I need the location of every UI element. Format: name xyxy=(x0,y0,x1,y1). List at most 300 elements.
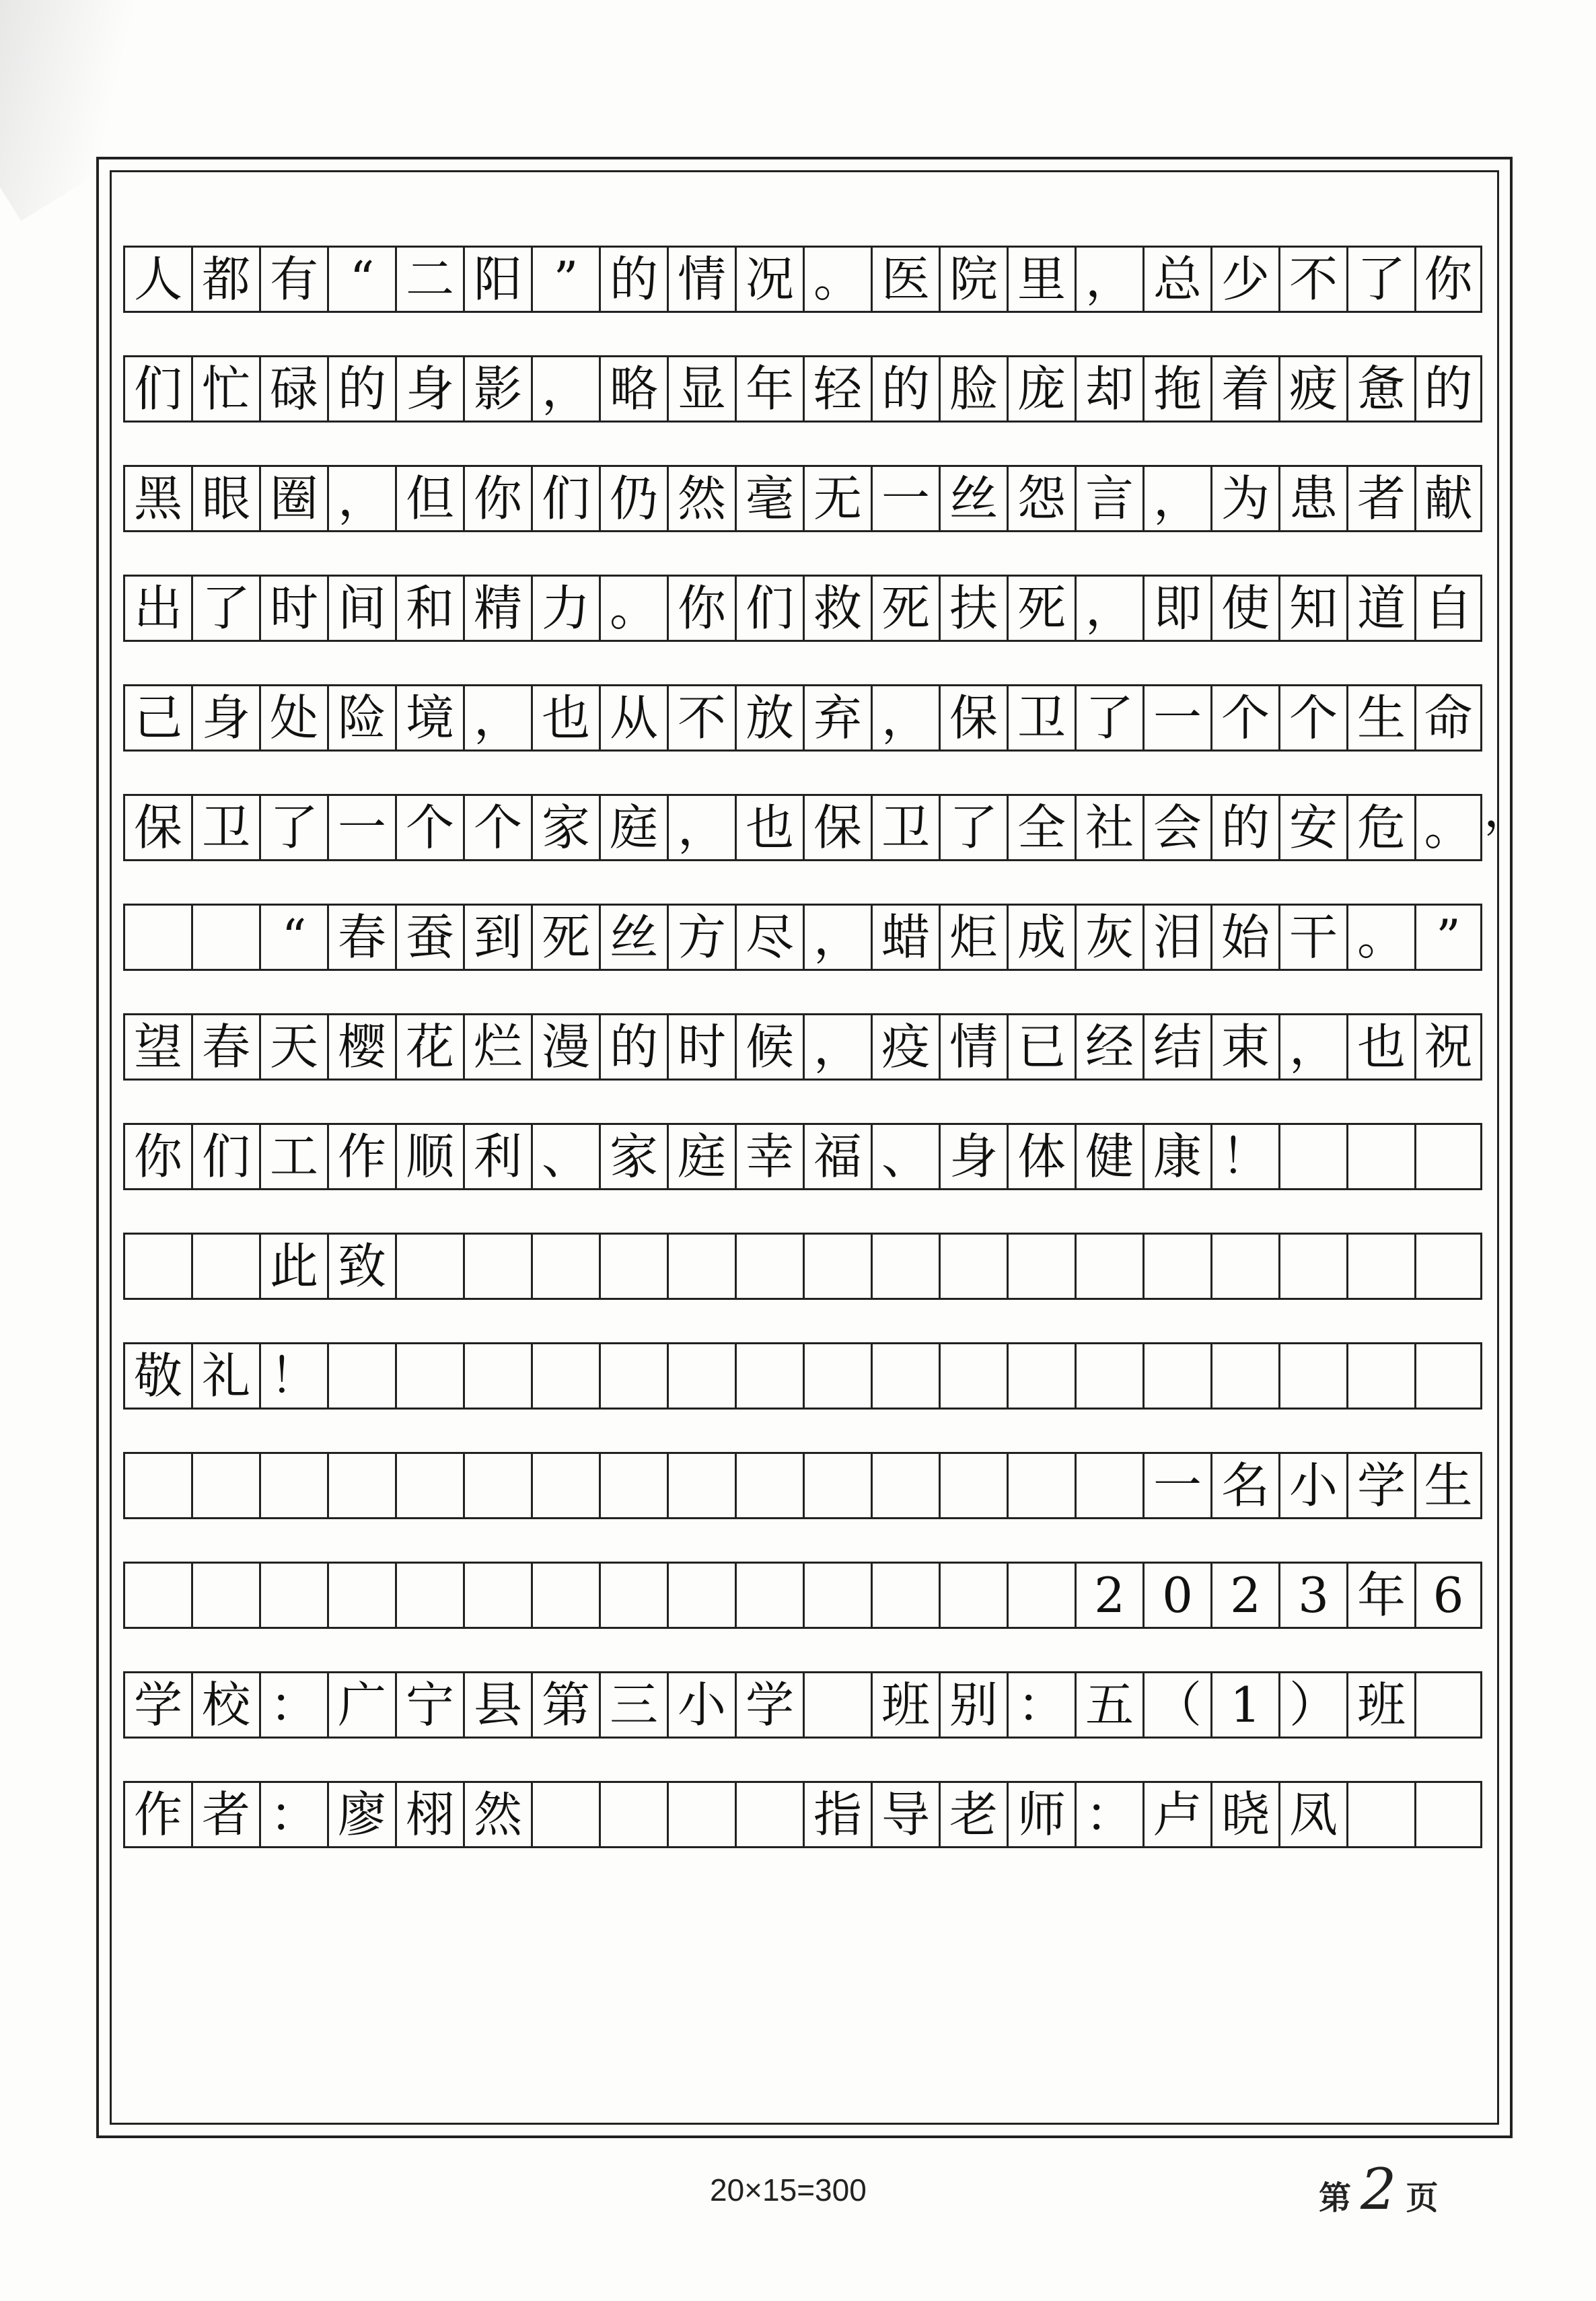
grid-cell: 精 xyxy=(463,577,531,640)
grid-row xyxy=(123,1013,1482,1081)
grid-cell: 和 xyxy=(395,577,463,640)
grid-cell: 者 xyxy=(191,1783,259,1846)
grid-cell xyxy=(1414,1344,1482,1408)
grid-cell: 己 xyxy=(123,686,191,750)
grid-cell: 家 xyxy=(531,796,599,859)
grid-cell: 然 xyxy=(667,467,735,530)
grid-cell: 经 xyxy=(1075,1015,1142,1079)
grid-cell: 但 xyxy=(395,467,463,530)
grid-cell xyxy=(1278,1344,1346,1408)
grid-cell xyxy=(123,906,191,969)
grid-cell: 你 xyxy=(123,1125,191,1188)
grid-cell xyxy=(1414,1673,1482,1737)
grid-cell: 忙 xyxy=(191,357,259,421)
grid-cell: 弃 xyxy=(803,686,871,750)
grid-cell xyxy=(531,1235,599,1298)
grid-cell: 扶 xyxy=(939,577,1007,640)
grid-cell: 保 xyxy=(123,796,191,859)
grid-cell: 轻 xyxy=(803,357,871,421)
grid-cell xyxy=(735,1564,803,1627)
grid-cell: 死 xyxy=(1007,577,1075,640)
grid-cell xyxy=(1142,1344,1210,1408)
grid-cell: 烂 xyxy=(463,1015,531,1079)
grid-cell: 身 xyxy=(191,686,259,750)
margin-comma: ， xyxy=(1484,781,1533,838)
grid-cell: 福 xyxy=(803,1125,871,1188)
grid-cell: 脸 xyxy=(939,357,1007,421)
grid-cell: 。 xyxy=(803,248,871,311)
grid-cell: 、 xyxy=(531,1125,599,1188)
grid-cell: 的 xyxy=(1210,796,1278,859)
grid-cell xyxy=(803,1235,871,1298)
grid-cell: ： xyxy=(1007,1673,1075,1737)
grid-cell xyxy=(871,1564,939,1627)
grid-cell: ！ xyxy=(1210,1125,1278,1188)
grid-cell: 安 xyxy=(1278,796,1346,859)
grid-cell: 救 xyxy=(803,577,871,640)
grid-row xyxy=(123,904,1482,971)
grid-cell: 蜡 xyxy=(871,906,939,969)
grid-cell xyxy=(531,1564,599,1627)
grid-cell xyxy=(1414,1783,1482,1846)
grid-cell: 名 xyxy=(1210,1454,1278,1517)
grid-cell xyxy=(1346,1235,1414,1298)
grid-cell: 第 xyxy=(531,1673,599,1737)
grid-cell xyxy=(1414,1235,1482,1298)
grid-cell: 生 xyxy=(1346,686,1414,750)
grid-cell xyxy=(939,1564,1007,1627)
grid-cell: 学 xyxy=(123,1673,191,1737)
grid-cell: 黑 xyxy=(123,467,191,530)
grid-cell: 不 xyxy=(1278,248,1346,311)
grid-cell: 毫 xyxy=(735,467,803,530)
grid-cell: 廖 xyxy=(327,1783,395,1846)
grid-cell: 庭 xyxy=(599,796,667,859)
grid-cell: 知 xyxy=(1278,577,1346,640)
grid-cell: ， xyxy=(1075,577,1142,640)
grid-cell: ， xyxy=(327,467,395,530)
grid-cell: 、 xyxy=(871,1125,939,1188)
grid-cell: 怨 xyxy=(1007,467,1075,530)
grid-cell: 圈 xyxy=(259,467,327,530)
grid-cell: 显 xyxy=(667,357,735,421)
grid-cell: 里 xyxy=(1007,248,1075,311)
grid-cell: 死 xyxy=(871,577,939,640)
grid-cell: 个 xyxy=(463,796,531,859)
grid-cell: 命 xyxy=(1414,686,1482,750)
grid-cell: 们 xyxy=(123,357,191,421)
grid-row xyxy=(123,1671,1482,1739)
grid-cell xyxy=(599,1454,667,1517)
grid-cell: 院 xyxy=(939,248,1007,311)
grid-cell: 献 xyxy=(1414,467,1482,530)
grid-cell xyxy=(531,1454,599,1517)
grid-cell: 了 xyxy=(1346,248,1414,311)
grid-cell: 一 xyxy=(871,467,939,530)
grid-cell: ： xyxy=(259,1783,327,1846)
grid-cell: 疫 xyxy=(871,1015,939,1079)
grid-cell xyxy=(1278,1125,1346,1188)
grid-cell: 2 xyxy=(1075,1564,1142,1627)
grid-cell: 言 xyxy=(1075,467,1142,530)
grid-cell xyxy=(939,1454,1007,1517)
grid-cell: 患 xyxy=(1278,467,1346,530)
grid-cell: 身 xyxy=(395,357,463,421)
grid-cell: 你 xyxy=(1414,248,1482,311)
grid-cell: 春 xyxy=(191,1015,259,1079)
grid-cell xyxy=(1142,1235,1210,1298)
grid-cell: 的 xyxy=(327,357,395,421)
grid-cell xyxy=(531,1344,599,1408)
grid-cell: 小 xyxy=(1278,1454,1346,1517)
grid-cell xyxy=(939,1344,1007,1408)
grid-cell: 了 xyxy=(191,577,259,640)
grid-cell: 师 xyxy=(1007,1783,1075,1846)
grid-cell: 到 xyxy=(463,906,531,969)
grid-cell xyxy=(599,1235,667,1298)
grid-cell xyxy=(1346,1125,1414,1188)
grid-cell: 为 xyxy=(1210,467,1278,530)
grid-cell: 不 xyxy=(667,686,735,750)
grid-cell: 卫 xyxy=(191,796,259,859)
grid-cell: 年 xyxy=(735,357,803,421)
grid-cell: ） xyxy=(1278,1673,1346,1737)
grid-cell xyxy=(667,1564,735,1627)
grid-cell xyxy=(395,1344,463,1408)
grid-cell: 阳 xyxy=(463,248,531,311)
grid-cell: 望 xyxy=(123,1015,191,1079)
grid-cell xyxy=(599,1564,667,1627)
grid-cell: ！ xyxy=(259,1344,327,1408)
grid-cell: 天 xyxy=(259,1015,327,1079)
grid-cell xyxy=(327,1564,395,1627)
grid-row xyxy=(123,684,1482,752)
grid-cell: 社 xyxy=(1075,796,1142,859)
grid-cell: 樱 xyxy=(327,1015,395,1079)
grid-cell xyxy=(871,1454,939,1517)
grid-row xyxy=(123,1233,1482,1300)
grid-cell: 。 xyxy=(1414,796,1482,859)
grid-cell: 间 xyxy=(327,577,395,640)
grid-row xyxy=(123,1452,1482,1519)
grid-cell: ” xyxy=(531,248,599,311)
grid-cell: 们 xyxy=(531,467,599,530)
grid-cell: 始 xyxy=(1210,906,1278,969)
grid-cell: 即 xyxy=(1142,577,1210,640)
grid-cell: 康 xyxy=(1142,1125,1210,1188)
grid-cell: 漫 xyxy=(531,1015,599,1079)
grid-cell: 保 xyxy=(939,686,1007,750)
grid-cell: 眼 xyxy=(191,467,259,530)
grid-cell: 老 xyxy=(939,1783,1007,1846)
grid-cell: 少 xyxy=(1210,248,1278,311)
grid-cell xyxy=(667,1454,735,1517)
grid-cell: 保 xyxy=(803,796,871,859)
grid-cell: 医 xyxy=(871,248,939,311)
grid-cell: 3 xyxy=(1278,1564,1346,1627)
grid-cell: ， xyxy=(1075,248,1142,311)
grid-cell: 栩 xyxy=(395,1783,463,1846)
grid-cell: 身 xyxy=(939,1125,1007,1188)
grid-cell: 花 xyxy=(395,1015,463,1079)
grid-cell: 情 xyxy=(667,248,735,311)
grid-cell: 你 xyxy=(463,467,531,530)
grid-cell xyxy=(191,1235,259,1298)
grid-cell: 时 xyxy=(259,577,327,640)
grid-cell xyxy=(463,1454,531,1517)
grid-cell: 们 xyxy=(735,577,803,640)
grid-cell: 况 xyxy=(735,248,803,311)
grid-cell: 利 xyxy=(463,1125,531,1188)
grid-cell: （ xyxy=(1142,1673,1210,1737)
grid-cell: 灰 xyxy=(1075,906,1142,969)
grid-row xyxy=(123,355,1482,423)
grid-cell: 1 xyxy=(1210,1673,1278,1737)
grid-cell xyxy=(191,1454,259,1517)
grid-cell xyxy=(395,1564,463,1627)
grid-cell: 幸 xyxy=(735,1125,803,1188)
grid-cell xyxy=(259,1454,327,1517)
grid-cell: 了 xyxy=(1075,686,1142,750)
grid-cell: 人 xyxy=(123,248,191,311)
grid-cell xyxy=(1007,1235,1075,1298)
grid-cell xyxy=(1346,1344,1414,1408)
grid-cell: 庭 xyxy=(667,1125,735,1188)
grid-cell: 。 xyxy=(599,577,667,640)
grid-cell: 二 xyxy=(395,248,463,311)
grid-cell: 束 xyxy=(1210,1015,1278,1079)
grid-cell: 学 xyxy=(735,1673,803,1737)
grid-cell xyxy=(939,1235,1007,1298)
grid-cell xyxy=(1007,1454,1075,1517)
grid-cell xyxy=(463,1344,531,1408)
grid-cell: 使 xyxy=(1210,577,1278,640)
grid-cell: 礼 xyxy=(191,1344,259,1408)
grid-cell xyxy=(1075,1344,1142,1408)
grid-cell: 作 xyxy=(327,1125,395,1188)
grid-cell: 尽 xyxy=(735,906,803,969)
grid-row xyxy=(123,465,1482,532)
grid-cell: 三 xyxy=(599,1673,667,1737)
page-suffix: 页 xyxy=(1406,2179,1439,2217)
grid-cell: 2 xyxy=(1210,1564,1278,1627)
grid-cell: 无 xyxy=(803,467,871,530)
grid-cell: 放 xyxy=(735,686,803,750)
grid-cell: 了 xyxy=(939,796,1007,859)
grid-cell xyxy=(123,1235,191,1298)
grid-cell: 班 xyxy=(1346,1673,1414,1737)
grid-cell: 着 xyxy=(1210,357,1278,421)
grid-cell: 道 xyxy=(1346,577,1414,640)
grid-cell: 的 xyxy=(599,1015,667,1079)
grid-cell: ， xyxy=(531,357,599,421)
page-prefix: 第 xyxy=(1319,2179,1352,2217)
grid-cell: 已 xyxy=(1007,1015,1075,1079)
page-number: 2 xyxy=(1361,2156,1397,2222)
grid-cell: 方 xyxy=(667,906,735,969)
grid-cell: “ xyxy=(327,248,395,311)
grid-cell: 一 xyxy=(1142,686,1210,750)
grid-cell: 出 xyxy=(123,577,191,640)
grid-cell: 生 xyxy=(1414,1454,1482,1517)
grid-row xyxy=(123,1562,1482,1629)
grid-cell: 广 xyxy=(327,1673,395,1737)
grid-cell: 县 xyxy=(463,1673,531,1737)
grid-cell: 的 xyxy=(1414,357,1482,421)
grid-cell: 干 xyxy=(1278,906,1346,969)
grid-cell: 卫 xyxy=(1007,686,1075,750)
grid-cell xyxy=(599,1783,667,1846)
grid-cell xyxy=(1007,1564,1075,1627)
grid-row xyxy=(123,246,1482,313)
grid-cell xyxy=(803,1454,871,1517)
page-number-label xyxy=(1319,2156,1438,2222)
grid-cell: 小 xyxy=(667,1673,735,1737)
grid-cell: 健 xyxy=(1075,1125,1142,1188)
grid-cell xyxy=(327,1454,395,1517)
grid-cell xyxy=(1075,1454,1142,1517)
grid-cell: 惫 xyxy=(1346,357,1414,421)
grid-cell: 校 xyxy=(191,1673,259,1737)
grid-cell: 疲 xyxy=(1278,357,1346,421)
grid-cell xyxy=(123,1454,191,1517)
grid-cell xyxy=(463,1235,531,1298)
grid-cell: 此 xyxy=(259,1235,327,1298)
grid-cell: 结 xyxy=(1142,1015,1210,1079)
grid-cell: 蚕 xyxy=(395,906,463,969)
grid-cell: 也 xyxy=(1346,1015,1414,1079)
grid-cell: 全 xyxy=(1007,796,1075,859)
grid-cell: 年 xyxy=(1346,1564,1414,1627)
grid-cell: 指 xyxy=(803,1783,871,1846)
grid-cell: ， xyxy=(667,796,735,859)
grid-cell xyxy=(463,1564,531,1627)
grid-cell: 导 xyxy=(871,1783,939,1846)
grid-cell: 春 xyxy=(327,906,395,969)
grid-cell: 祝 xyxy=(1414,1015,1482,1079)
grid-cell xyxy=(667,1344,735,1408)
grid-cell: 晓 xyxy=(1210,1783,1278,1846)
grid-cell: ， xyxy=(803,1015,871,1079)
grid-cell xyxy=(1346,1783,1414,1846)
grid-cell: 的 xyxy=(871,357,939,421)
grid-cell: 一 xyxy=(327,796,395,859)
grid-cell: ， xyxy=(463,686,531,750)
grid-cell: 会 xyxy=(1142,796,1210,859)
grid-cell xyxy=(871,1344,939,1408)
grid-cell xyxy=(395,1235,463,1298)
grid-cell: 泪 xyxy=(1142,906,1210,969)
grid-cell xyxy=(123,1564,191,1627)
grid-cell: 略 xyxy=(599,357,667,421)
grid-cell: 致 xyxy=(327,1235,395,1298)
grid-cell xyxy=(735,1454,803,1517)
grid-cell: 丝 xyxy=(599,906,667,969)
grid-cell: ， xyxy=(1278,1015,1346,1079)
grid-cell xyxy=(191,1564,259,1627)
grid-cell xyxy=(599,1344,667,1408)
grid-row xyxy=(123,575,1482,642)
grid-cell: 也 xyxy=(735,796,803,859)
grid-cell: 庞 xyxy=(1007,357,1075,421)
grid-cell: ： xyxy=(1075,1783,1142,1846)
grid-cell: 也 xyxy=(531,686,599,750)
grid-cell xyxy=(1075,1235,1142,1298)
grid-cell: 个 xyxy=(1278,686,1346,750)
grid-cell: 卫 xyxy=(871,796,939,859)
grid-cell xyxy=(1210,1344,1278,1408)
grid-cell: 工 xyxy=(259,1125,327,1188)
grid-cell xyxy=(531,1783,599,1846)
grid-cell xyxy=(871,1235,939,1298)
grid-row xyxy=(123,794,1482,861)
grid-cell: ” xyxy=(1414,906,1482,969)
grid-cell xyxy=(803,1564,871,1627)
grid-cell: 危 xyxy=(1346,796,1414,859)
grid-cell: 你 xyxy=(667,577,735,640)
grid-cell: 情 xyxy=(939,1015,1007,1079)
grid-cell: 一 xyxy=(1142,1454,1210,1517)
grid-cell: 学 xyxy=(1346,1454,1414,1517)
grid-cell: 敬 xyxy=(123,1344,191,1408)
grid-row xyxy=(123,1781,1482,1848)
grid-cell: 丝 xyxy=(939,467,1007,530)
grid-cell xyxy=(667,1235,735,1298)
grid-cell: 都 xyxy=(191,248,259,311)
grid-cell: 有 xyxy=(259,248,327,311)
grid-cell: 了 xyxy=(259,796,327,859)
grid-cell: 宁 xyxy=(395,1673,463,1737)
grid-cell: 家 xyxy=(599,1125,667,1188)
grid-row xyxy=(123,1342,1482,1410)
grid-cell: 们 xyxy=(191,1125,259,1188)
grid-cell: 炬 xyxy=(939,906,1007,969)
grid-cell xyxy=(803,1344,871,1408)
grid-cell: 自 xyxy=(1414,577,1482,640)
grid-cell: ： xyxy=(259,1673,327,1737)
grid-cell: 的 xyxy=(599,248,667,311)
grid-cell: 然 xyxy=(463,1783,531,1846)
grid-cell: 体 xyxy=(1007,1125,1075,1188)
grid-cell xyxy=(667,1783,735,1846)
grid-cell: 6 xyxy=(1414,1564,1482,1627)
grid-cell: 从 xyxy=(599,686,667,750)
grid-cell xyxy=(735,1783,803,1846)
grid-cell: 仍 xyxy=(599,467,667,530)
grid-cell xyxy=(259,1564,327,1627)
grid-cell: “ xyxy=(259,906,327,969)
grid-cell: 死 xyxy=(531,906,599,969)
grid-cell: ， xyxy=(1142,467,1210,530)
grid-count-label: 20×15=300 xyxy=(710,2172,867,2207)
grid-cell: 作 xyxy=(123,1783,191,1846)
grid-cell: 时 xyxy=(667,1015,735,1079)
grid-cell: 别 xyxy=(939,1673,1007,1737)
grid-cell xyxy=(1414,1125,1482,1188)
grid-cell: 凤 xyxy=(1278,1783,1346,1846)
grid-cell: 碌 xyxy=(259,357,327,421)
grid-cell: ， xyxy=(871,686,939,750)
grid-cell: 总 xyxy=(1142,248,1210,311)
grid-cell xyxy=(327,1344,395,1408)
grid-cell: ， xyxy=(803,906,871,969)
grid-cell: 却 xyxy=(1075,357,1142,421)
grid-cell xyxy=(191,906,259,969)
grid-cell: 成 xyxy=(1007,906,1075,969)
grid-cell xyxy=(735,1344,803,1408)
grid-cell: 候 xyxy=(735,1015,803,1079)
grid-cell: 个 xyxy=(395,796,463,859)
